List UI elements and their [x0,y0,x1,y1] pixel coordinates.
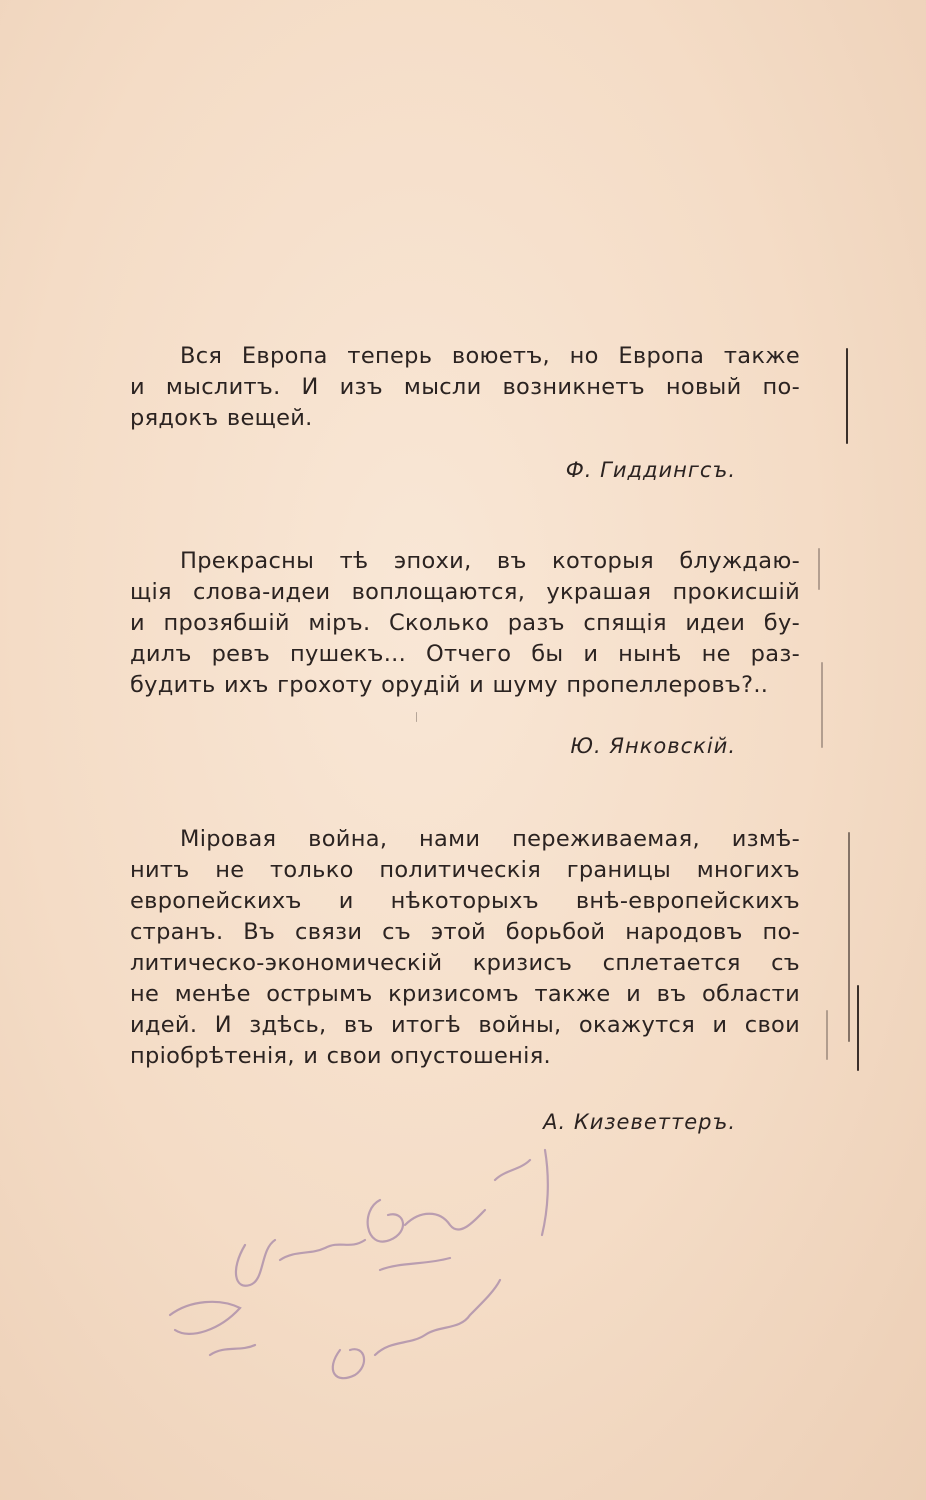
epigraph-yankovsky [130,546,800,758]
epigraph-giddings [130,341,800,482]
text-line: и прозябшій міръ. Сколько разъ спящія идеи бу- [130,610,800,636]
margin-pencil-mark [826,1010,828,1060]
margin-pencil-mark [857,985,859,1071]
text-line: и мыслитъ. И изъ мысли возникнетъ новый по- [130,374,800,400]
epigraph-text [130,824,800,1072]
text-line: пріобрѣтенія, и свои опустошенія. [130,1043,551,1069]
epigraph-text [130,546,800,701]
signature-stamp [150,1140,610,1400]
margin-pencil-mark [818,548,820,590]
epigraph-author: А. Кизеветтеръ. [543,1110,736,1134]
text-line: будить ихъ грохоту орудій и шуму пропеллеровъ?.. [130,672,769,698]
margin-pencil-mark [416,712,417,722]
text-line: Прекрасны тѣ эпохи, въ которыя блуждаю- [180,548,800,574]
text-line: странъ. Въ связи съ этой борьбой народовъ по- [130,919,800,945]
margin-pencil-mark [846,348,848,444]
text-line: Міровая война, нами переживаемая, измѣ- [180,826,800,852]
text-line: нитъ не только политическія границы многихъ [130,857,800,883]
text-line: дилъ ревъ пушекъ... Отчего бы и нынѣ не раз- [130,641,800,667]
text-line: литическо-экономическій кризисъ сплетается съ [130,950,800,976]
margin-pencil-mark [848,832,850,1042]
text-line: европейскихъ и нѣкоторыхъ внѣ-европейскихъ [130,888,800,914]
text-line: щія слова-идеи воплощаются, украшая прокисшій [130,579,800,605]
text-line: рядокъ вещей. [130,405,313,431]
text-line: не менѣе острымъ кризисомъ также и въ области [130,981,800,1007]
epigraph-author: Ю. Янковскій. [570,734,736,758]
epigraph-author: Ф. Гиддингсъ. [565,458,736,482]
epigraph-text [130,341,800,434]
margin-pencil-mark [821,662,823,748]
text-line: идей. И здѣсь, въ итогѣ войны, окажутся и свои [130,1012,800,1038]
text-line: Вся Европа теперь воюетъ, но Европа также [180,343,800,369]
epigraph-kizevetter [130,824,800,1134]
